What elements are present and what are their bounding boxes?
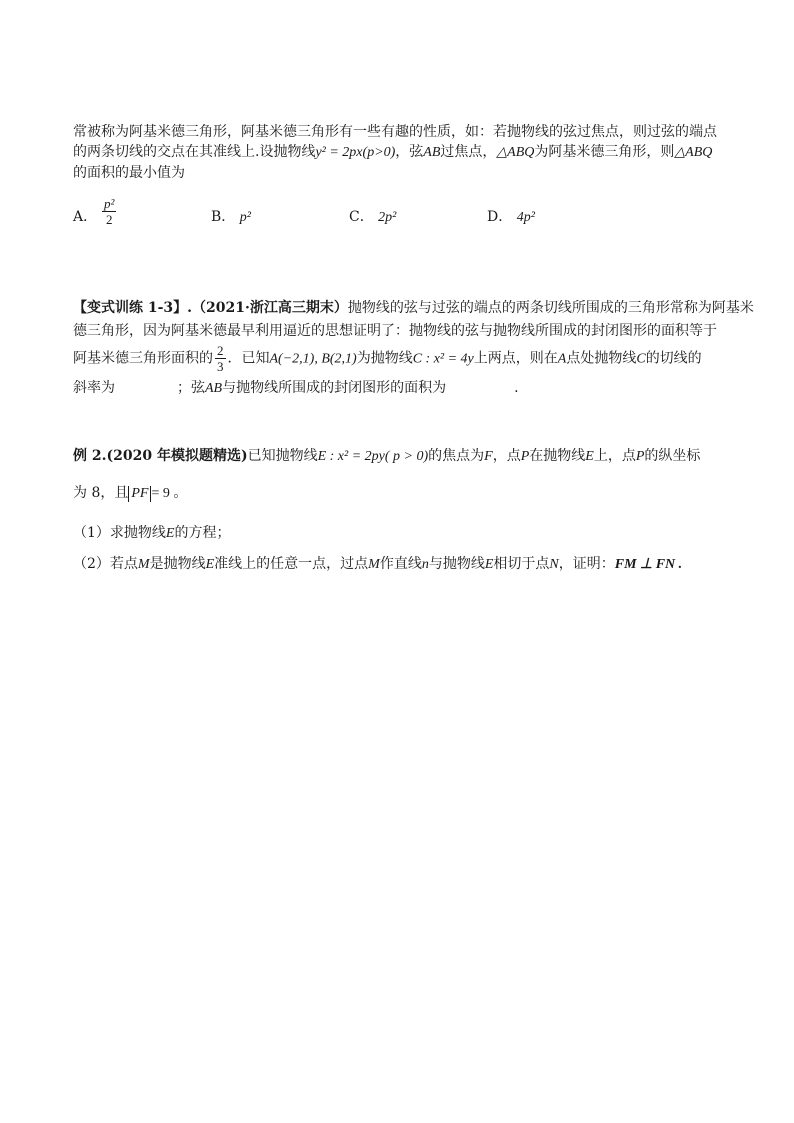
text-line: 德三角形，因为阿基米德最早利用逼近的思想证明了：抛物线的弦与抛物线所围成的封闭图形的面积等于: [73, 323, 717, 339]
math-equation: y² = 2px(p>0): [315, 145, 396, 160]
proof-statement: FM ⊥ FN .: [614, 557, 683, 572]
fraction: $\frac{2}{3}$: [217, 343, 224, 374]
fraction: $\frac{\text{p²}}{2}$: [104, 196, 115, 227]
option-a: A．: [73, 209, 98, 225]
problem-source-tag: 【变式训练 1-3】.（2021·浙江高三期末）: [73, 300, 348, 316]
option-d: D． 4p²: [487, 209, 535, 225]
text-line: 例 2.(2020 年模拟题精选)已知抛物线E : x² = 2py( p > 0)的焦点为F，点P在抛物线E上，点P的纵坐标: [73, 448, 701, 464]
answer-options: [73, 196, 734, 234]
text-line: 的面积的最小值为: [73, 165, 185, 181]
math-equation: E : x² = 2py( p > 0): [317, 449, 429, 464]
text-line: 阿基米德三角形面积的 $\frac{2}{3}$ ．已知A(−2,1), B(2,1)为抛物线C : x² = 4y上两点，则在A点处抛物线C的切线的: [73, 343, 702, 374]
option-c: C． 2p²: [349, 209, 397, 225]
option-b: B． p²: [211, 209, 251, 225]
text-line: 斜率为 ；弦AB与抛物线所围成的封闭图形的面积为 .: [73, 380, 519, 396]
text-line: 为 8，且 PF = 9 。: [73, 485, 188, 501]
text-line: 的两条切线的交点在其准线上.设抛物线y² = 2px(p>0)，弦AB过焦点，△ABQ为阿基米德三角形，则△ABQ: [73, 144, 713, 160]
sub-question-1: （1）求抛物线E的方程；: [73, 525, 231, 541]
problem-source-tag: 例 2.(2020 年模拟题精选): [73, 448, 248, 464]
text-line: 常被称为阿基米德三角形，阿基米德三角形有一些有趣的性质，如：若抛物线的弦过焦点，则过弦的端点: [73, 124, 717, 140]
text-line: 【变式训练 1-3】.（2021·浙江高三期末）抛物线的弦与过弦的端点的两条切线所围成的三角形常称为阿基米: [73, 300, 754, 316]
sub-question-2: （2）若点M是抛物线E准线上的任意一点，过点M作直线n与抛物线E相切于点N，证明：FM ⊥ FN .: [73, 556, 683, 572]
